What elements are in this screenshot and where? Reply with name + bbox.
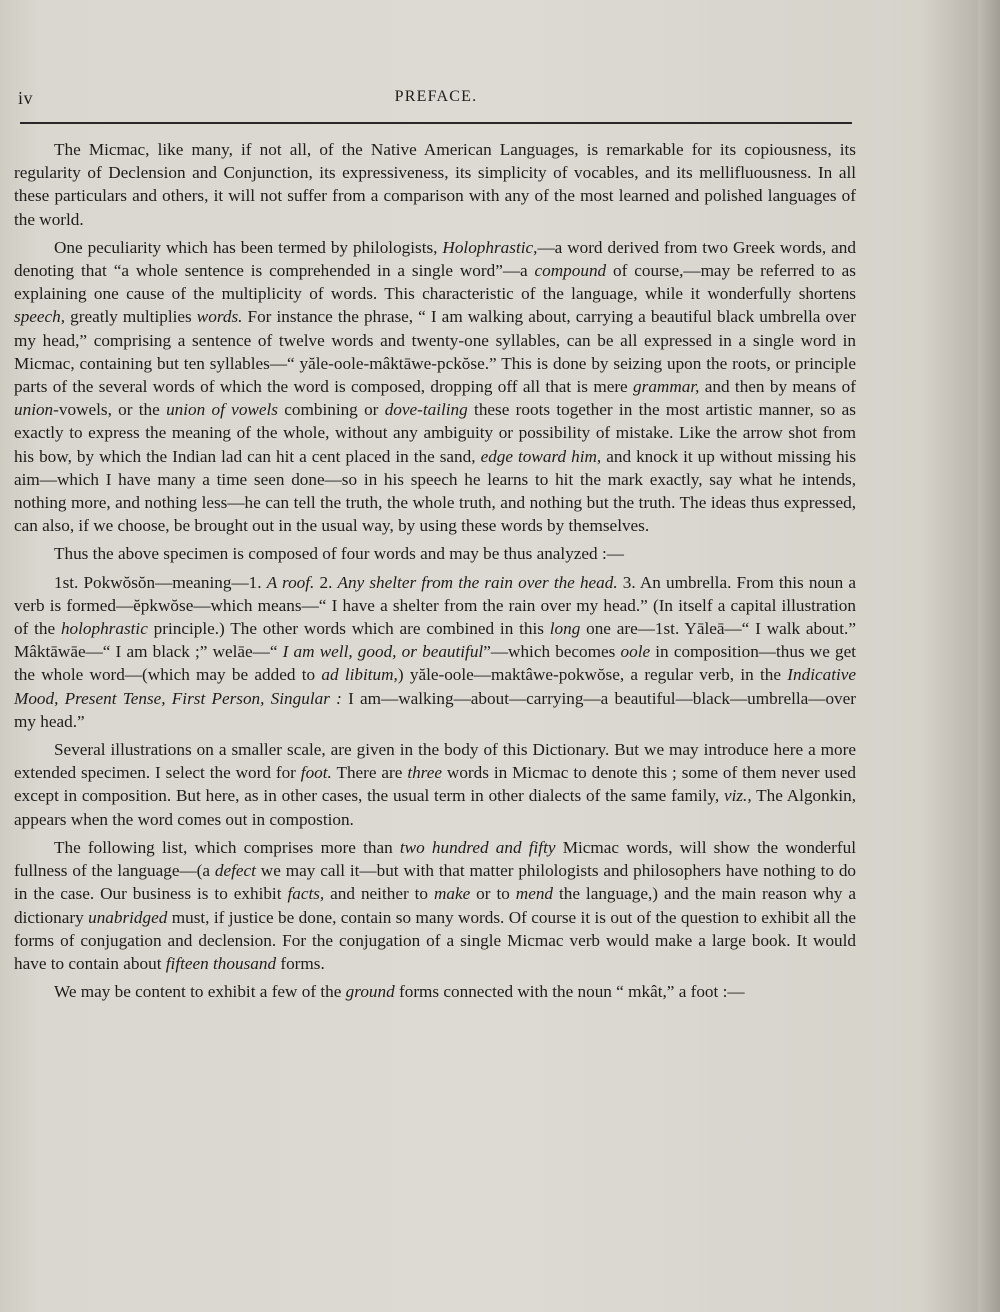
running-title: PREFACE. <box>394 88 478 105</box>
text-run: 2. <box>314 572 338 592</box>
text-run: 3. An umbrella. From this noun a verb is formed—ĕpkwŏse—which means—“ I have a shelter from the rain over my head.” (In itself a capital illustration of the <box>14 572 856 639</box>
italic-text: fifteen thousand <box>165 953 277 973</box>
text-run: these roots together in the most artistic manner, so as exactly to express the meaning of the whole, without any ambiguity or possibility of mistake. Like the arrow shot from his bow, by which the Indian lad can hit a cent placed in the sand, <box>14 400 856 466</box>
italic-text: three <box>407 763 442 783</box>
text-run: ) yăle-oole—maktâwe-pokwŏse, a regular verb, in the <box>397 665 788 685</box>
text-run: and knock it up without missing his aim—which I have many a time seen done—so in his speech he learns to hit the mark exactly, say what he intends, nothing more, and nothing less—he can tell the truth, the whole truth, and nothing but the truth. The ideas thus expressed, can also, if we choose, be brought out in the usual way, by using these words by themselves. <box>14 446 857 536</box>
header-rule <box>20 122 852 124</box>
text-run: -vowels, or the <box>53 400 167 420</box>
italic-text: I am well, good, or beautiful <box>282 642 484 662</box>
italic-text: ground <box>345 982 395 1002</box>
text-run: One peculiarity which has been termed by philologists, <box>54 237 443 257</box>
text-run: Thus the above specimen is composed of four words and may be thus analyzed :— <box>54 544 624 564</box>
text-run: Several illustrations on a smaller scale, are given in the body of this Dictionary. But we may introduce here a more extended specimen. I select the word for <box>14 740 856 783</box>
text-run: The Algonkin, appears when the word comes out in compostion. <box>14 786 856 829</box>
italic-text: foot. <box>300 763 332 783</box>
text-run: We may be content to exhibit a few of the <box>54 982 346 1002</box>
italic-text: speech, <box>14 307 66 327</box>
text-run: principle.) The other words which are combined in this <box>147 619 550 639</box>
text-run: greatly multiplies <box>65 307 197 327</box>
text-run: Micmac words, will show the wonderful fullness of the language—(a <box>14 837 856 881</box>
italic-text: Indicative Mood, Present Tense, First Person, Singular : <box>14 665 857 708</box>
page-number: iv <box>18 88 34 108</box>
text-run: and neither to <box>324 884 434 904</box>
text-run: ”—which becomes <box>483 642 621 662</box>
text-run: or to <box>470 884 516 904</box>
italic-text: A roof. <box>266 572 315 592</box>
italic-text: mend <box>515 884 554 904</box>
italic-text: holophrastic <box>60 619 148 639</box>
text-run: The Micmac, like many, if not all, of the Native American Languages, is remarkable for its copiousness, its regularity of Declension and Conjunction, its expressiveness, its simplicity of vocables, and its mellifluousness. In all these particulars and others, it will not suffer from a comparison with any of the most learned and polished languages of the world. <box>14 140 856 229</box>
page-header <box>18 88 854 114</box>
text-run: forms. <box>276 953 325 973</box>
text-run: the language,) and the main reason why a dictionary <box>14 884 856 927</box>
italic-text: oole <box>620 642 651 662</box>
italic-text: Any shelter from the rain over the head. <box>337 572 618 592</box>
paragraph <box>14 138 856 231</box>
italic-text: viz., <box>723 786 752 806</box>
text-run: —a word derived from two Greek words, and denoting that “a whole sentence is comprehended in a single word”—a <box>14 237 856 281</box>
italic-text: edge toward him, <box>480 446 602 466</box>
italic-text: facts, <box>287 884 325 904</box>
text-run: combining or <box>277 400 385 420</box>
paragraph <box>14 571 856 733</box>
italic-text: union of vowels <box>166 400 278 420</box>
text-run: and then by means of <box>699 377 856 397</box>
italic-text: long <box>549 619 581 639</box>
text-run: must, if justice be done, contain so many words. Of course it is out of the question to exhibit all the forms of conjugation and declension. For the conjugation of a single Micmac verb would make a large book. It would have to contain about <box>14 907 856 973</box>
paragraph <box>14 542 856 565</box>
italic-text: dove-tailing <box>384 400 468 420</box>
text-run: The following list, which comprises more than <box>54 837 400 857</box>
body-text <box>14 138 856 1003</box>
text-run: of course,—may be referred to as explaining one cause of the multiplicity of words. This characteristic of the language, while it wonderfully shortens <box>14 261 856 304</box>
text-run: 1st. Pokwŏsŏn—meaning—1. <box>54 572 267 592</box>
italic-text: two hundred and fifty <box>399 837 556 857</box>
italic-text: defect <box>214 861 256 881</box>
italic-text: ad libitum, <box>321 665 398 685</box>
italic-text: unabridged <box>88 907 168 927</box>
text-run: For instance the phrase, “ I am walking about, carrying a beautiful black umbrella over my head,” comprising a sentence of twelve words and twenty-one syllables, can be all expressed in a single word in Micmac, containing but ten syllables—“ yăle-oole-mâktāwe-pckŏse.” This is done by seizing upon the roots, or principle parts of the several words of which the word is composed, dropping off all that is mere <box>14 307 856 397</box>
italic-text: union <box>14 400 54 420</box>
text-run: forms connected with the noun “ mkât,” a foot :— <box>394 982 745 1002</box>
text-run: we may call it—but with that matter philologists and philosophers have nothing to do in the case. Our business is to exhibit <box>14 861 857 904</box>
paragraph <box>14 836 856 975</box>
text-run: in composition—thus we get the whole word—(which may be added to <box>14 642 857 685</box>
italic-text: grammar, <box>633 377 700 397</box>
text-run: I am—walking—about—carrying—a beautiful—black—umbrella—over my head.” <box>14 688 856 731</box>
paragraph <box>14 980 856 1003</box>
page-edge <box>978 0 1000 1312</box>
italic-text: compound <box>534 261 607 281</box>
paragraph <box>14 236 856 538</box>
italic-text: make <box>433 884 471 904</box>
italic-text: Holophrastic, <box>442 237 538 257</box>
italic-text: words. <box>196 307 243 327</box>
text-run: words in Micmac to denote this ; some of them never used except in composition. But here, as in other cases, the usual term in other dialects of the same family, <box>14 763 856 806</box>
paragraph <box>14 738 856 831</box>
text-run: There are <box>331 763 408 783</box>
text-run: one are—1st. Yāleā—“ I walk about.” Mâktāwāe—“ I am black ;” welāe—“ <box>14 619 856 662</box>
